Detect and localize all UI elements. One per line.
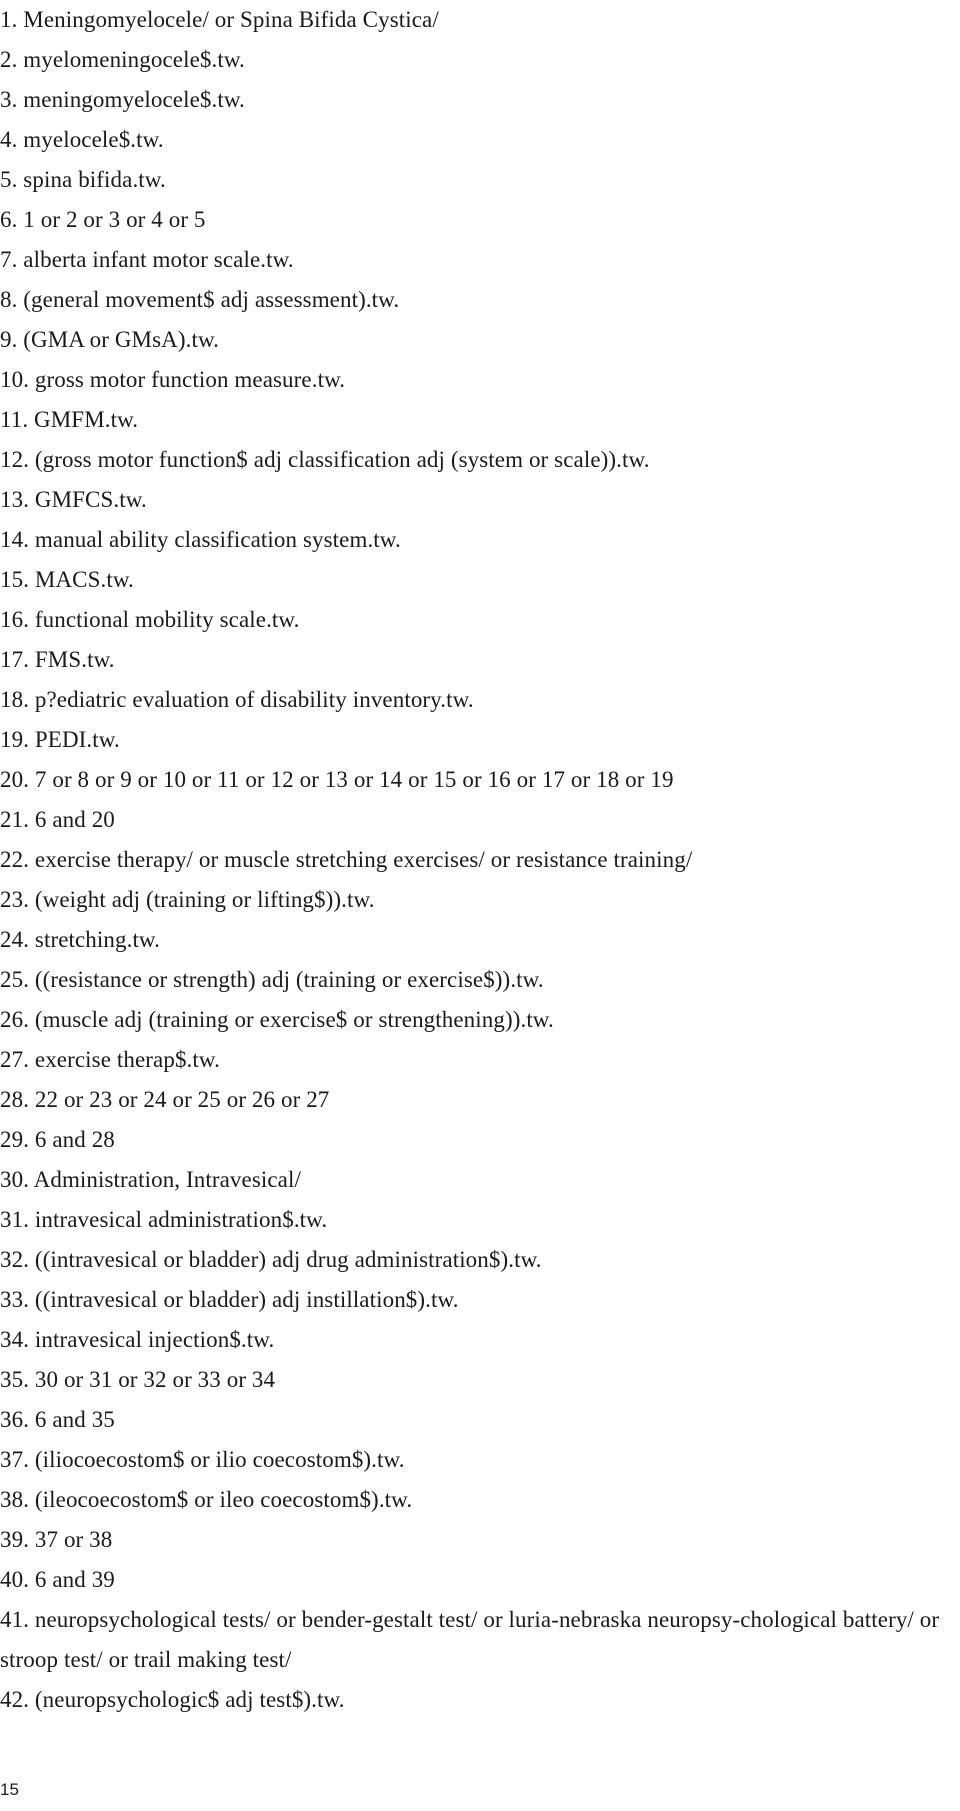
- search-line: 9. (GMA or GMsA).tw.: [0, 327, 220, 352]
- search-line: 12. (gross motor function$ adj classification adj (system or scale)).tw.: [0, 447, 650, 472]
- search-line: 6. 1 or 2 or 3 or 4 or 5: [0, 207, 206, 232]
- search-line: 42. (neuropsychologic$ adj test$).tw.: [0, 1687, 345, 1712]
- search-line: 7. alberta infant motor scale.tw.: [0, 247, 294, 272]
- search-line: 13. GMFCS.tw.: [0, 487, 147, 512]
- search-line: 26. (muscle adj (training or exercise$ or strengthening)).tw.: [0, 1007, 554, 1032]
- search-line: 10. gross motor function measure.tw.: [0, 367, 346, 392]
- search-line: 37. (iliocoecostom$ or ilio coecostom$).tw.: [0, 1447, 405, 1472]
- search-line: 16. functional mobility scale.tw.: [0, 607, 300, 632]
- search-line: 31. intravesical administration$.tw.: [0, 1207, 328, 1232]
- search-line: 22. exercise therapy/ or muscle stretching exercises/ or resistance training/: [0, 847, 693, 872]
- search-line: 35. 30 or 31 or 32 or 33 or 34: [0, 1367, 276, 1392]
- search-line: 2. myelomeningocele$.tw.: [0, 47, 245, 72]
- search-line: 24. stretching.tw.: [0, 927, 161, 952]
- search-line: 14. manual ability classification system.tw.: [0, 527, 401, 552]
- search-line: 4. myelocele$.tw.: [0, 127, 164, 152]
- search-line: 32. ((intravesical or bladder) adj drug administration$).tw.: [0, 1247, 542, 1272]
- search-line: 39. 37 or 38: [0, 1527, 113, 1552]
- search-line: 8. (general movement$ adj assessment).tw.: [0, 287, 400, 312]
- search-line: 23. (weight adj (training or lifting$)).tw.: [0, 887, 375, 912]
- search-line: 11. GMFM.tw.: [0, 407, 139, 432]
- search-line: 19. PEDI.tw.: [0, 727, 120, 752]
- search-line: 36. 6 and 35: [0, 1407, 115, 1432]
- search-line: 30. Administration, Intravesical/: [0, 1167, 301, 1192]
- page-number: 15: [0, 1780, 19, 1799]
- search-line: 38. (ileocoecostom$ or ileo coecostom$).tw.: [0, 1487, 413, 1512]
- search-line: 33. ((intravesical or bladder) adj instillation$).tw.: [0, 1287, 459, 1312]
- search-line: 3. meningomyelocele$.tw.: [0, 87, 245, 112]
- search-line: 17. FMS.tw.: [0, 647, 115, 672]
- search-line: 25. ((resistance or strength) adj (training or exercise$)).tw.: [0, 967, 544, 992]
- search-line: 41. neuropsychological tests/ or bender-gestalt test/ or luria-nebraska neuropsy-chological battery/ or stroop test/ or trail making test/: [0, 1607, 940, 1672]
- search-line: 5. spina bifida.tw.: [0, 167, 166, 192]
- search-line: 20. 7 or 8 or 9 or 10 or 11 or 12 or 13 or 14 or 15 or 16 or 17 or 18 or 19: [0, 767, 674, 792]
- search-line: 29. 6 and 28: [0, 1127, 115, 1152]
- search-line: 28. 22 or 23 or 24 or 25 or 26 or 27: [0, 1087, 330, 1112]
- search-line: 40. 6 and 39: [0, 1567, 115, 1592]
- search-line: 18. p?ediatric evaluation of disability inventory.tw.: [0, 687, 474, 712]
- search-line: 34. intravesical injection$.tw.: [0, 1327, 275, 1352]
- search-line: 27. exercise therap$.tw.: [0, 1047, 220, 1072]
- search-line: 21. 6 and 20: [0, 807, 115, 832]
- search-line: 1. Meningomyelocele/ or Spina Bifida Cystica/: [0, 7, 439, 32]
- search-line: 15. MACS.tw.: [0, 567, 134, 592]
